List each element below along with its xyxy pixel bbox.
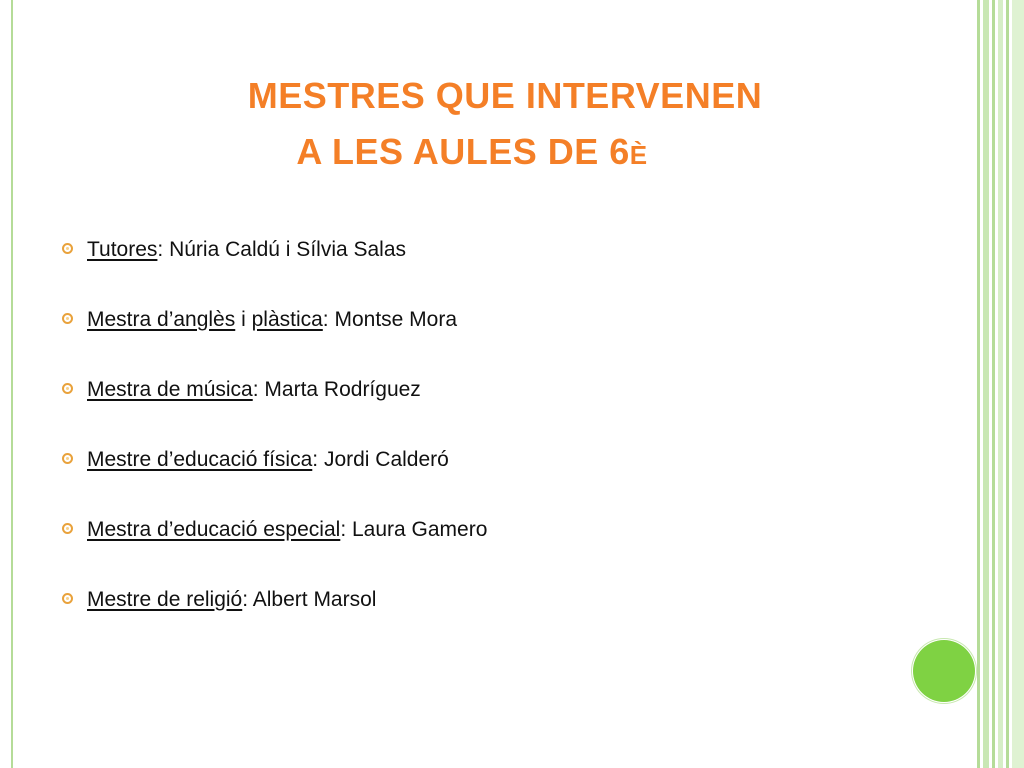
teacher-names: : Marta Rodríguez	[252, 378, 421, 401]
title-line-1: MESTRES QUE INTERVENEN	[247, 75, 763, 116]
role-label: Mestre d’educació física	[87, 448, 313, 471]
teacher-names: : Laura Gamero	[340, 518, 488, 541]
role-label: Mestra d’anglès	[87, 308, 236, 331]
role-label: Mestra de música	[87, 378, 253, 401]
teacher-list	[62, 230, 487, 650]
teacher-names: : Albert Marsol	[242, 588, 377, 611]
right-stripe	[1012, 0, 1024, 768]
right-stripe	[1006, 0, 1009, 768]
bullet-icon	[62, 523, 73, 534]
title-line-2-main: A LES AULES DE 6	[296, 131, 630, 172]
right-stripe	[998, 0, 1003, 768]
list-item	[62, 230, 487, 300]
teacher-names: : Montse Mora	[322, 308, 458, 331]
role-label: Mestre de religió	[87, 588, 243, 611]
title-line-2-suffix: È	[629, 140, 648, 170]
teacher-names: : Núria Caldú i Sílvia Salas	[157, 238, 407, 261]
role-label-2: plàstica	[251, 308, 323, 331]
slide-title	[0, 68, 980, 183]
right-stripe	[992, 0, 995, 768]
list-item	[62, 440, 487, 510]
green-circle-decoration	[913, 640, 975, 702]
list-item	[62, 510, 487, 580]
teacher-names: : Jordi Calderó	[312, 448, 449, 471]
bullet-icon	[62, 313, 73, 324]
bullet-icon	[62, 593, 73, 604]
right-stripe	[983, 0, 989, 768]
bullet-icon	[62, 243, 73, 254]
list-item	[62, 580, 487, 650]
bullet-icon	[62, 453, 73, 464]
bullet-icon	[62, 383, 73, 394]
title-line-2	[0, 124, 980, 183]
role-label: Tutores	[87, 238, 158, 261]
list-item	[62, 370, 487, 440]
list-item	[62, 300, 487, 370]
role-label: Mestra d’educació especial	[87, 518, 341, 541]
role-join: i	[235, 308, 252, 331]
